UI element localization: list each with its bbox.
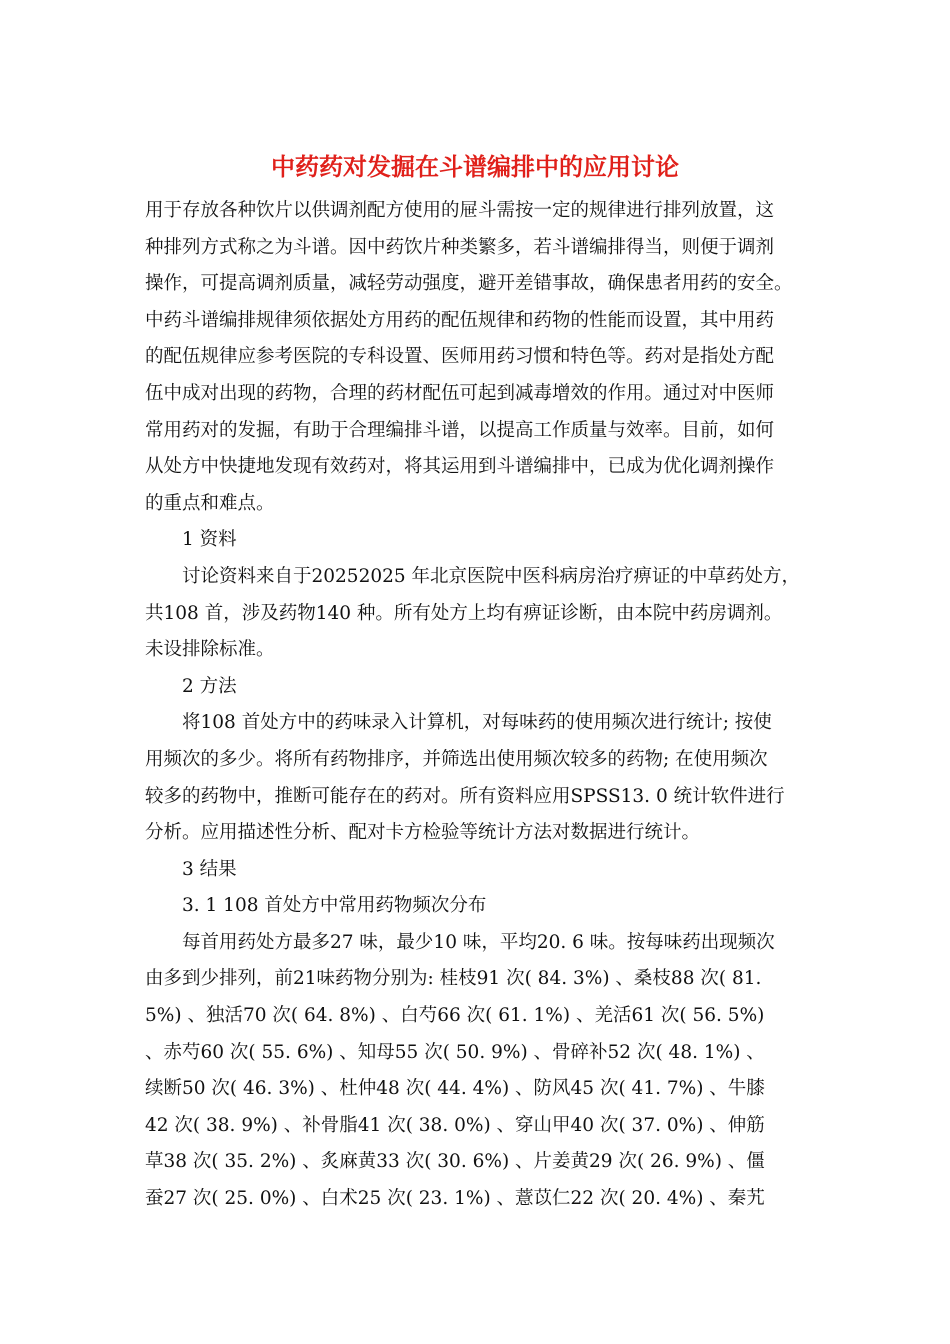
text-line: 将108 首处方中的药味录入计算机，对每味药的使用频次进行统计; 按使 [182, 712, 772, 734]
document-body [145, 193, 825, 1218]
text-line: 每首用药处方最多27 味，最少10 味，平均20. 6 味。按每味药出现频次 [182, 931, 775, 953]
text-line: 较多的药物中，推断可能存在的药对。所有资料应用SPSS13. 0 统计软件进行 [145, 785, 785, 807]
text-line: 常用药对的发掘，有助于合理编排斗谱，以提高工作质量与效率。目前，如何 [145, 419, 775, 441]
text-line: 1 资料 [182, 529, 237, 551]
text-line: 用频次的多少。将所有药物排序，并筛选出使用频次较多的药物; 在使用频次 [145, 748, 768, 770]
text-line: 种排列方式称之为斗谱。因中药饮片种类繁多，若斗谱编排得当，则便于调剂 [145, 236, 775, 258]
text-line: 3. 1 108 首处方中常用药物频次分布 [182, 895, 487, 917]
text-line: 由多到少排列，前21味药物分别为: 桂枝91 次( 84. 3%) 、桑枝88 次( 81. [145, 968, 762, 990]
text-line: 从处方中快捷地发现有效药对，将其运用到斗谱编排中，已成为优化调剂操作 [145, 456, 775, 478]
text-line: 伍中成对出现的药物，合理的药材配伍可起到减毒增效的作用。通过对中医师 [145, 382, 775, 404]
text-line: 未设排除标准。 [145, 639, 275, 661]
text-line: 讨论资料来自于20252025 年北京医院中医科病房治疗痹证的中草药处方， [182, 565, 801, 587]
text-line: 3 结果 [182, 858, 237, 880]
text-line: 中药斗谱编排规律须依据处方用药的配伍规律和药物的性能而设置，其中用药 [145, 309, 775, 331]
text-line: 2 方法 [182, 675, 237, 697]
text-line: 、赤芍60 次( 55. 6%) 、知母55 次( 50. 9%) 、骨碎补52 次( 48. 1%) 、 [145, 1041, 765, 1063]
text-line: 操作，可提高调剂质量，减轻劳动强度，避开差错事故，确保患者用药的安全。 [145, 273, 793, 295]
text-line: 蚕27 次( 25. 0%) 、白术25 次( 23. 1%) 、薏苡仁22 次( 20. 4%) 、秦艽 [145, 1188, 765, 1210]
text-line: 分析。应用描述性分析、配对卡方检验等统计方法对数据进行统计。 [145, 822, 701, 844]
text-line: 共108 首，涉及药物140 种。所有处方上均有痹证诊断，由本院中药房调剂。 [145, 602, 783, 624]
text-line: 的配伍规律应参考医院的专科设置、医师用药习惯和特色等。药对是指处方配 [145, 346, 775, 368]
text-line: 用于存放各种饮片以供调剂配方使用的屉斗需按一定的规律进行排列放置，这 [145, 200, 775, 221]
text-line: 42 次( 38. 9%) 、补骨脂41 次( 38. 0%) 、穿山甲40 次( 37. 0%) 、伸筋 [145, 1114, 765, 1136]
text-line: 的重点和难点。 [145, 492, 275, 514]
text-line: 续断50 次( 46. 3%) 、杜仲48 次( 44. 4%) 、防风45 次( 41. 7%) 、牛膝 [145, 1078, 765, 1100]
text-line: 5%) 、独活70 次( 64. 8%) 、白芍66 次( 61. 1%) 、羌活61 次( 56. 5%) [145, 1005, 765, 1027]
text-line: 草38 次( 35. 2%) 、炙麻黄33 次( 30. 6%) 、片姜黄29 次( 26. 9%) 、僵 [145, 1151, 765, 1173]
document-title: 中药药对发掘在斗谱编排中的应用讨论 [271, 153, 679, 181]
